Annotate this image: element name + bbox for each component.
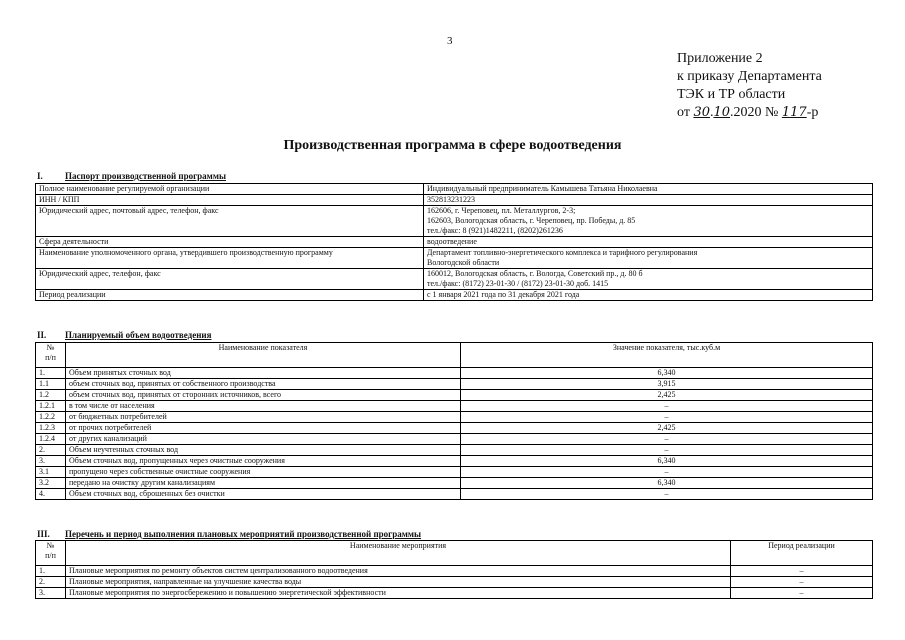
activity-period: – [731, 566, 873, 577]
indicator-name: Объем принятых сточных вод [66, 368, 461, 379]
volume-row [36, 368, 873, 379]
section1-number: I. [37, 171, 43, 181]
passport-row [36, 206, 873, 237]
row-number: 1.2.1 [36, 401, 66, 412]
activity-name: Плановые мероприятия по ремонту объектов систем централизованного водоотведения [66, 566, 731, 577]
indicator-value: – [461, 445, 873, 456]
row-number: 1.1 [36, 379, 66, 390]
appendix-date-line: от 30.10.2020 № 117-р [677, 105, 819, 120]
activity-name: Плановые мероприятия по энергосбережению и повышению энергетической эффективности [66, 588, 731, 599]
section3-number: III. [37, 529, 50, 539]
passport-value-line: 352813231223 [427, 195, 475, 204]
indicator-value: – [461, 434, 873, 445]
section2-heading [37, 330, 211, 340]
activities-table [35, 540, 873, 599]
volume-row [36, 401, 873, 412]
section2-number: II. [37, 330, 47, 340]
activity-period: – [731, 577, 873, 588]
col-activity-header: Наименование мероприятия [66, 541, 731, 566]
passport-label: Сфера деятельности [36, 237, 424, 248]
indicator-name: от прочих потребителей [66, 423, 461, 434]
indicator-name: объем сточных вод, принятых от собственного производства [66, 379, 461, 390]
col-number-header: № п/п [36, 541, 66, 566]
row-number: 3.1 [36, 467, 66, 478]
passport-value [424, 290, 873, 301]
activity-row [36, 566, 873, 577]
passport-value-line: Департамент топливно-энергетического комплекса и тарифного регулирования [427, 248, 698, 257]
appendix-block [677, 50, 822, 122]
passport-row [36, 184, 873, 195]
activities-table-header [36, 541, 873, 566]
indicator-name: в том числе от населения [66, 401, 461, 412]
row-number: 1. [36, 368, 66, 379]
passport-value [424, 195, 873, 206]
passport-value [424, 184, 873, 195]
section1-title: Паспорт производственной программы [65, 171, 226, 181]
section1-heading [37, 171, 226, 181]
date-year: .2020 № [730, 105, 779, 120]
indicator-value: 3,915 [461, 379, 873, 390]
passport-value [424, 269, 873, 290]
volume-table-header [36, 343, 873, 368]
indicator-value: 6,340 [461, 456, 873, 467]
volume-row [36, 478, 873, 489]
passport-row [36, 290, 873, 301]
passport-label: Период реализации [36, 290, 424, 301]
section3-title: Перечень и период выполнения плановых мероприятий производственной программы [65, 529, 422, 539]
row-number: 1.2.2 [36, 412, 66, 423]
order-suffix: -р [806, 105, 819, 120]
section3-heading [37, 529, 421, 539]
indicator-name: пропущено через собственные очистные сооружения [66, 467, 461, 478]
volume-row [36, 445, 873, 456]
indicator-value: – [461, 412, 873, 423]
row-number: 1.2.3 [36, 423, 66, 434]
passport-value-line: Индивидуальный предприниматель Камышева Татьяна Николаевна [427, 184, 658, 193]
indicator-value: 2,425 [461, 423, 873, 434]
volume-row [36, 423, 873, 434]
volume-row [36, 456, 873, 467]
passport-value-line: 160012, Вологодская область, г. Вологда, Советский пр., д. 80 б [427, 269, 643, 278]
passport-value-line: 162606, г. Череповец, пл. Металлургов, 2-3; [427, 206, 576, 215]
row-number: 1. [36, 566, 66, 577]
indicator-value: 6,340 [461, 368, 873, 379]
volume-row [36, 434, 873, 445]
appendix-line3: ТЭК и ТР области [677, 87, 786, 102]
passport-row [36, 269, 873, 290]
indicator-value: – [461, 401, 873, 412]
volume-row [36, 489, 873, 500]
row-number: 3.2 [36, 478, 66, 489]
activity-name: Плановые мероприятия, направленные на улучшение качества воды [66, 577, 731, 588]
col-name-header: Наименование показателя [66, 343, 461, 368]
passport-label: Юридический адрес, телефон, факс [36, 269, 424, 290]
indicator-value: – [461, 489, 873, 500]
volume-row [36, 467, 873, 478]
date-month: 10 [713, 105, 731, 120]
page-number: 3 [447, 35, 453, 47]
indicator-name: от бюджетных потребителей [66, 412, 461, 423]
indicator-name: Объем сточных вод, сброшенных без очистки [66, 489, 461, 500]
volume-row [36, 379, 873, 390]
row-number: 2. [36, 577, 66, 588]
row-number: 2. [36, 445, 66, 456]
passport-value [424, 206, 873, 237]
passport-label: Юридический адрес, почтовый адрес, телефон, факс [36, 206, 424, 237]
row-number: 4. [36, 489, 66, 500]
row-number: 1.2 [36, 390, 66, 401]
col-period-header: Период реализации [731, 541, 873, 566]
document-title: Производственная программа в сфере водоотведения [283, 138, 622, 153]
indicator-name: Объем сточных вод, пропущенных через очистные сооружения [66, 456, 461, 467]
passport-row [36, 237, 873, 248]
volume-row [36, 412, 873, 423]
col-number-header: № п/п [36, 343, 66, 368]
passport-value [424, 237, 873, 248]
passport-label: ИНН / КПП [36, 195, 424, 206]
date-prefix: от [677, 105, 690, 120]
indicator-name: Объем неучтенных сточных вод [66, 445, 461, 456]
indicator-name: объем сточных вод, принятых от сторонних источников, всего [66, 390, 461, 401]
activity-row [36, 577, 873, 588]
passport-row [36, 195, 873, 206]
passport-value-line: водоотведение [427, 237, 477, 246]
passport-value [424, 248, 873, 269]
col-value-header: Значение показателя, тыс.куб.м [461, 343, 873, 368]
appendix-line2: к приказу Департамента [677, 69, 822, 84]
indicator-name: от других канализаций [66, 434, 461, 445]
indicator-value: 6,340 [461, 478, 873, 489]
indicator-name: передано на очистку другим канализациям [66, 478, 461, 489]
passport-label: Наименование уполномоченного органа, утвердившего производственную программу [36, 248, 424, 269]
passport-value-line: Вологодской области [427, 258, 500, 267]
passport-value-line: с 1 января 2021 года по 31 декабря 2021 года [427, 290, 580, 299]
appendix-line1: Приложение 2 [677, 51, 763, 66]
passport-value-line: тел./факс: 8 (921)1482211, (8202)261236 [427, 226, 563, 235]
activity-row [36, 588, 873, 599]
indicator-value: – [461, 467, 873, 478]
indicator-value: 2,425 [461, 390, 873, 401]
row-number: 1.2.4 [36, 434, 66, 445]
passport-row [36, 248, 873, 269]
activity-period: – [731, 588, 873, 599]
passport-table [35, 183, 873, 301]
section2-title: Планируемый объем водоотведения [65, 330, 212, 340]
passport-value-line: тел./факс: (8172) 23-01-30 / (8172) 23-01-30 доб. 1415 [427, 279, 609, 288]
passport-value-line: 162603, Вологодская область, г. Череповец, пр. Победы, д. 85 [427, 216, 636, 225]
order-number: 117 [781, 105, 807, 120]
row-number: 3. [36, 588, 66, 599]
volume-table [35, 342, 873, 500]
row-number: 3. [36, 456, 66, 467]
passport-label: Полное наименование регулируемой организации [36, 184, 424, 195]
date-day: 30 [693, 105, 710, 120]
volume-row [36, 390, 873, 401]
